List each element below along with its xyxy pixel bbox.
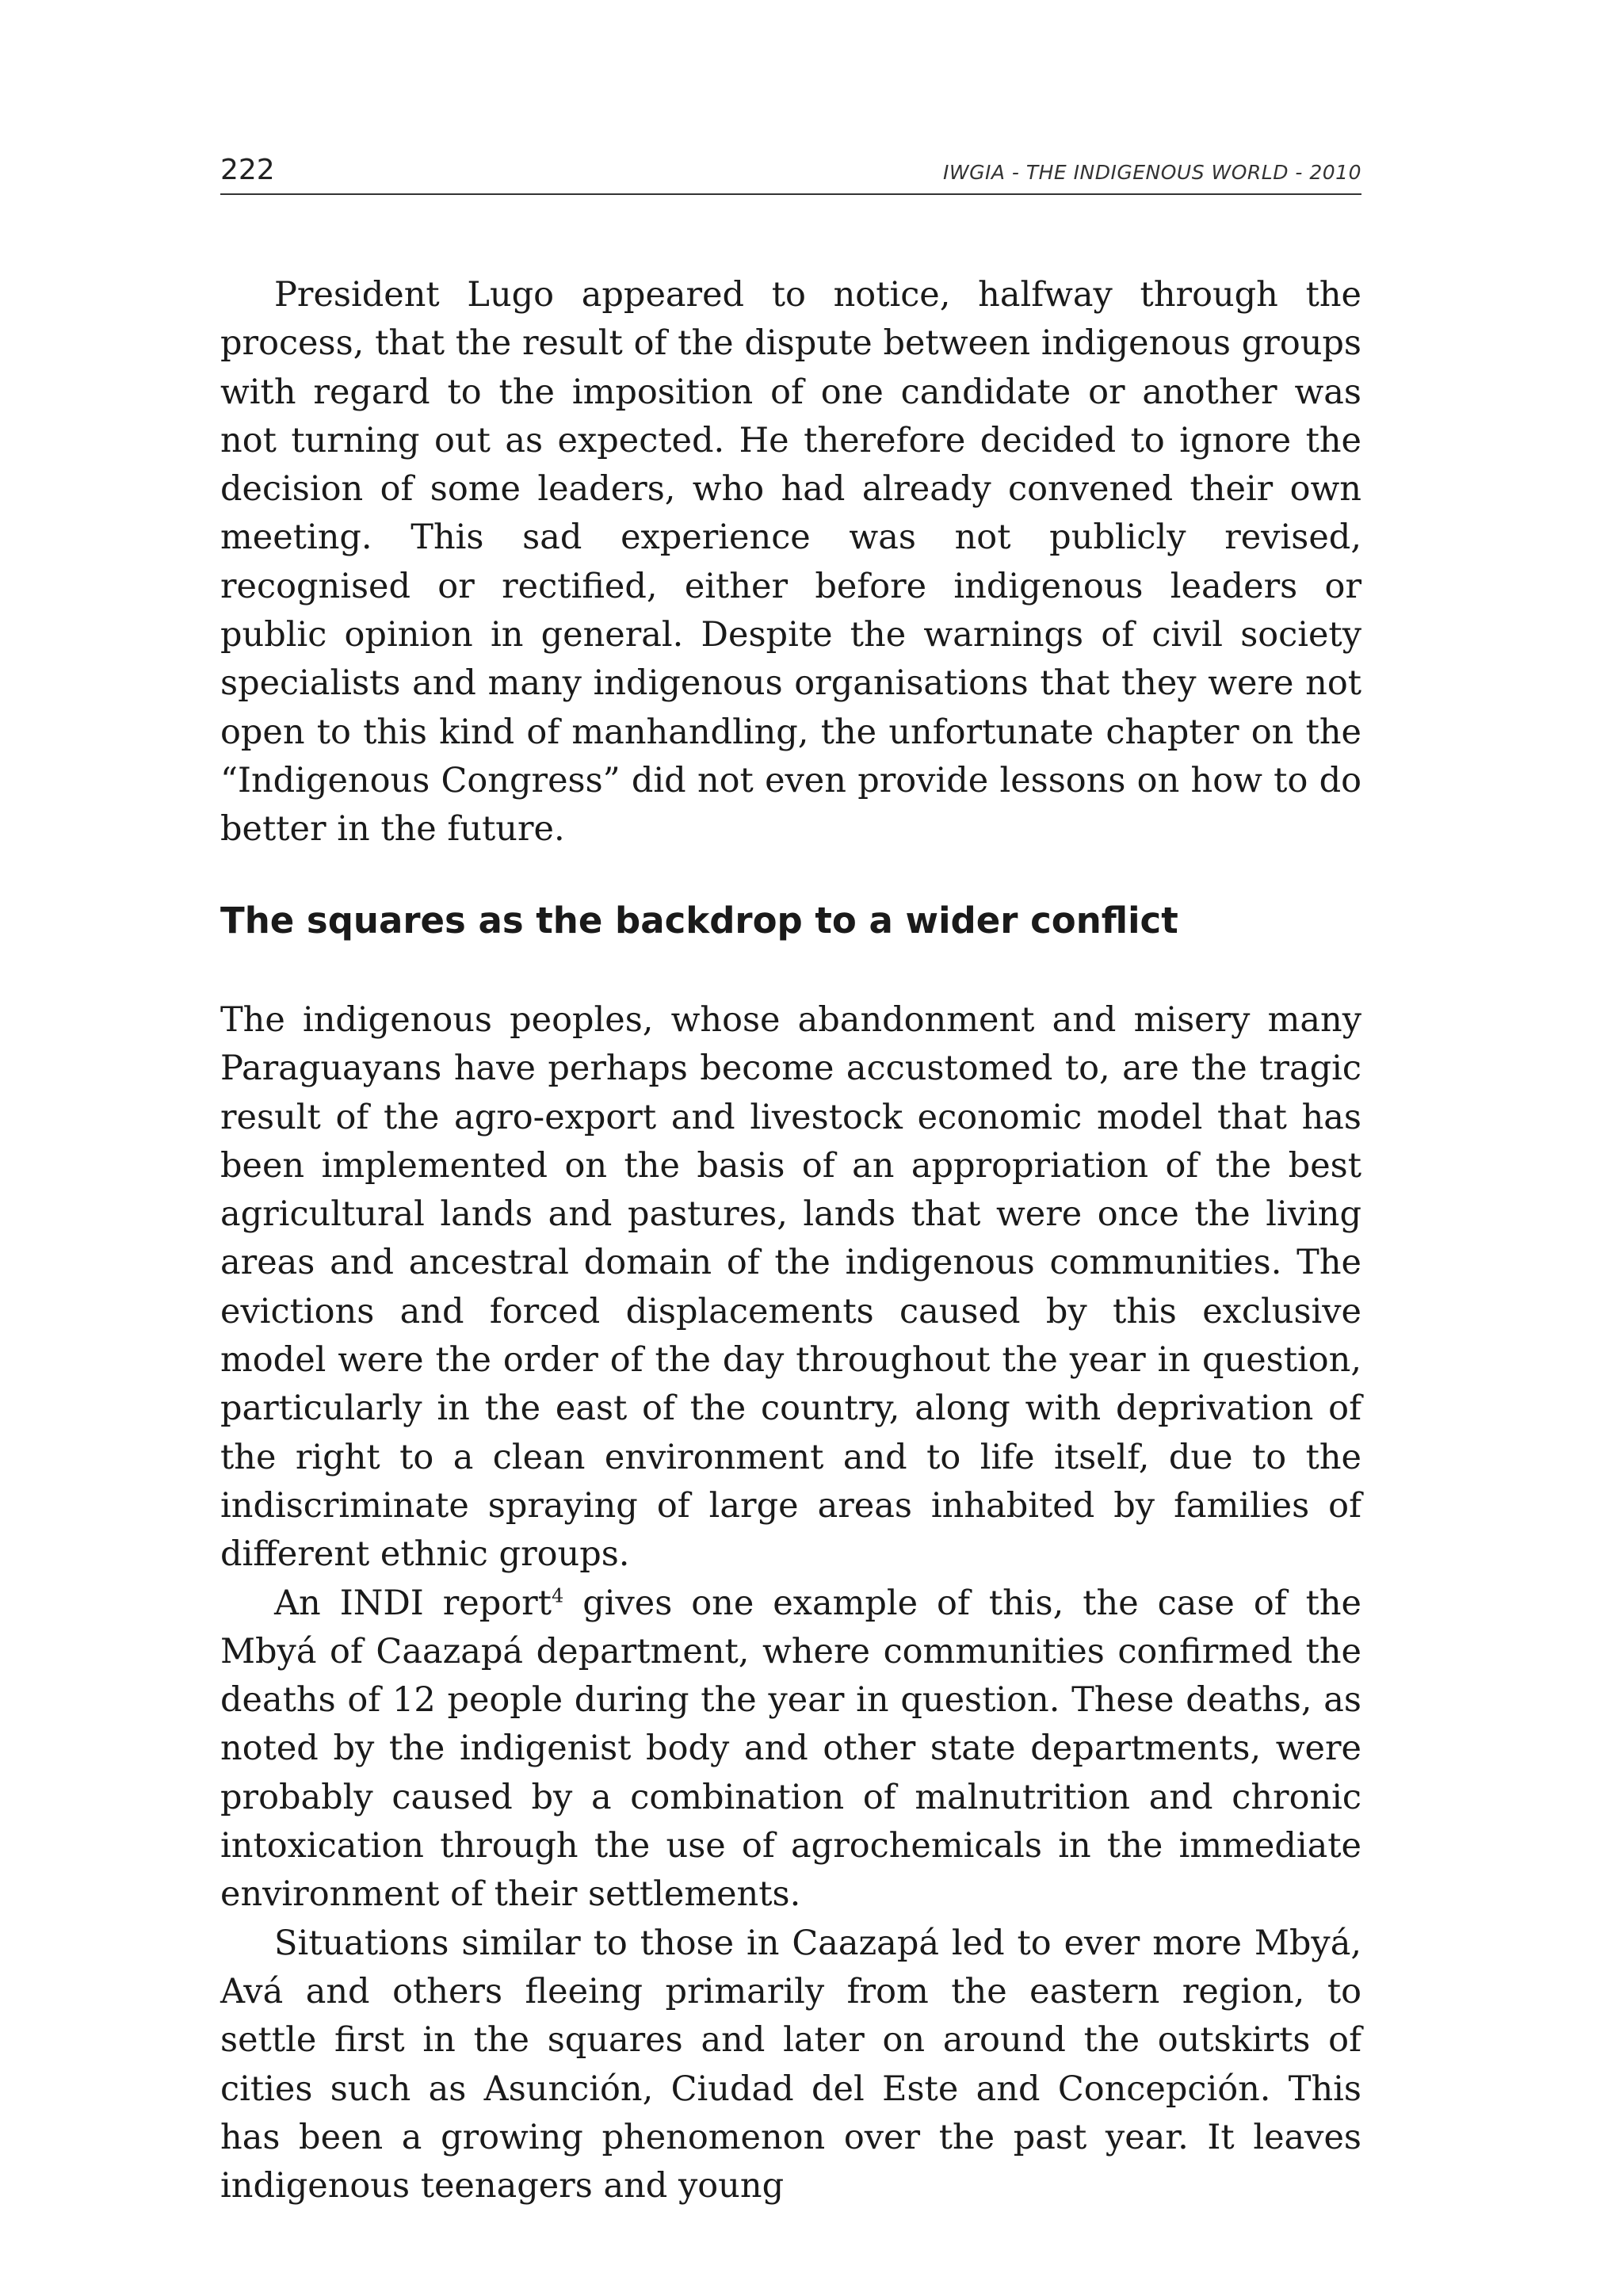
running-header (220, 152, 1361, 195)
section-2-text (220, 996, 1361, 2210)
paragraph-indigenous-peoples: The indigenous peoples, whose abandonment and misery many Paraguayans have perhaps become accustomed to, are the tragic result of the agro-export and livestock economic model that has been implemented on the basis of an appropriation of the best agricultural lands and pastures, lands that were once the living areas and ancestral domain of the indigenous communities. The evictions and forced displacements caused by this exclusive model were the order of the day throughout the year in question, particularly in the east of the country, along with deprivation of the right to a clean environment and to life itself, due to the indiscriminate spraying of large areas inhabited by families of different ethnic groups. (220, 1000, 1361, 1575)
section-1-text (220, 271, 1361, 854)
paragraph-indi-report (220, 1580, 1361, 1920)
section-heading: The squares as the backdrop to a wider conflict (220, 900, 1178, 942)
running-title: IWGIA - THE INDIGENOUS WORLD - 2010 (942, 161, 1361, 184)
footnote-reference: 4 (552, 1584, 564, 1607)
paragraph-situations-similar: Situations similar to those in Caazapá led to ever more Mbyá, Avá and others fleeing primarily from the eastern region, to settle first in the squares and later on around the outskirts of cities such as Asunción, Ciudad del Este and Concepción. This has been a growing phenomenon over the past year. It leaves indigenous teenagers and young (220, 1923, 1361, 2206)
paragraph-indi-report-start: An INDI report (274, 1583, 552, 1623)
paragraph-president-lugo: President Lugo appeared to notice, halfway through the process, that the result of the dispute between indigenous groups with regard to the imposition of one candidate or another was not turning out as expected. He therefore decided to ignore the decision of some leaders, who had already convened their own meeting. This sad experience was not publicly revised, recognised or rectified, either before indigenous leaders or public opinion in general. Despite the warnings of civil society specialists and many indigenous organisations that they were not open to this kind of manhandling, the unfortunate chapter on the “Indigenous Congress” did not even provide lessons on how to do better in the future. (220, 275, 1361, 850)
page-number: 222 (220, 154, 275, 186)
paragraph-indi-report-rest: gives one example of this, the case of the Mbyá of Caazapá department, where communities confirmed the deaths of 12 people during the year in question. These deaths, as noted by the indigenist body and other state departments, were probably caused by a combination of malnutrition and chronic intoxication through the use of agrochemicals in the immediate environment of their settlements. (220, 1583, 1361, 1915)
